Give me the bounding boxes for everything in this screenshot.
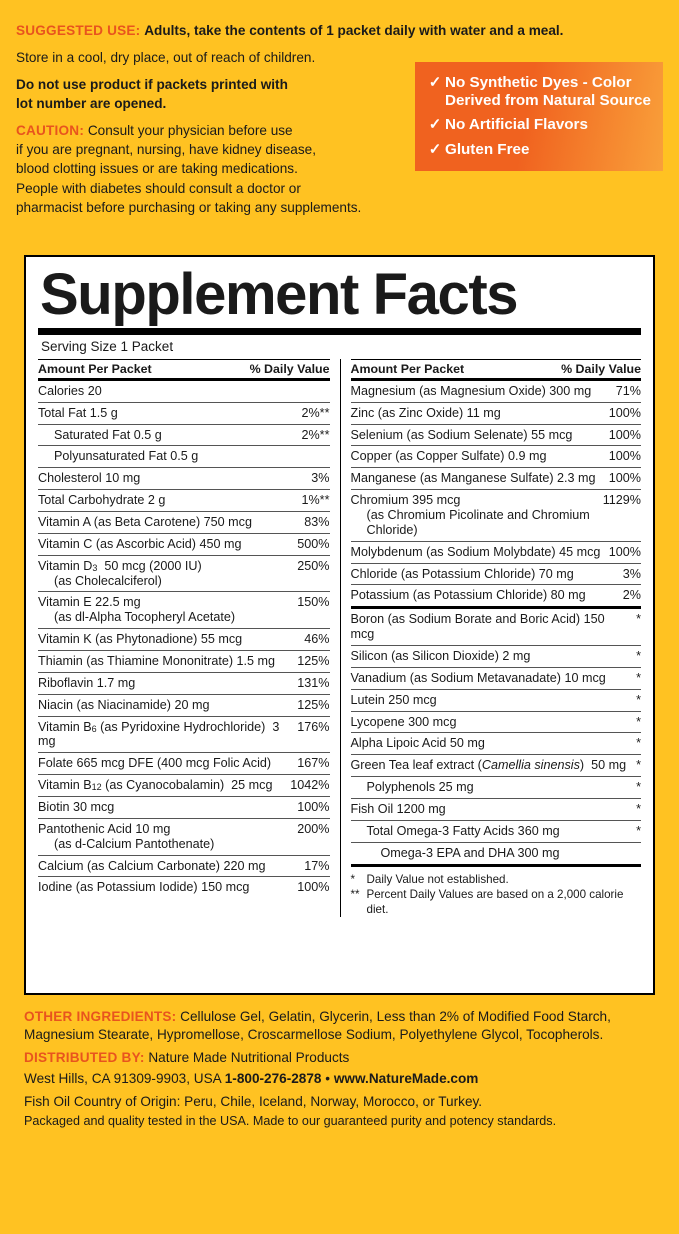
nutrient-name: Total Carbohydrate 2 g — [38, 493, 166, 508]
nutrient-dv: 125% — [297, 654, 330, 668]
suggested-use-label: SUGGESTED USE: — [16, 23, 141, 38]
nutrient-row — [38, 534, 330, 556]
supplement-facts-panel — [24, 255, 655, 995]
nutrient-name: Molybdenum (as Sodium Molybdate) 45 mcg — [350, 544, 601, 559]
do-not-use-line1: Do not use product if packets printed with — [16, 77, 288, 93]
footnote-text: Daily Value not established. — [366, 872, 509, 886]
check-icon: ✓ — [428, 140, 442, 158]
claim-label: Gluten Free — [445, 140, 530, 158]
suggested-use-line — [16, 22, 624, 40]
nutrient-name: Iodine (as Potassium Iodide) 150 mcg — [38, 880, 250, 895]
nutrient-dv: 3% — [311, 471, 330, 486]
nutrient-row — [351, 843, 642, 867]
nutrient-dv: 176% — [297, 719, 330, 734]
nutrient-name: Niacin (as Niacinamide) 20 mg — [38, 697, 210, 712]
nutrient-dv: * — [636, 612, 641, 627]
nutrient-dv: * — [636, 692, 641, 707]
nutrient-dv: 83% — [304, 514, 330, 529]
claim-item — [425, 116, 653, 134]
nutrient-column-right — [340, 359, 642, 917]
nutrient-name: Magnesium (as Magnesium Oxide) 300 mg — [350, 383, 592, 398]
nutrient-row — [38, 425, 330, 447]
nutrient-dv: 250% — [297, 558, 330, 573]
nutrient-name: Vitamin A (as Beta Carotene) 750 mcg — [38, 514, 252, 529]
nutrient-dv: * — [636, 649, 641, 663]
claims-box — [415, 62, 663, 171]
header-daily-value: % Daily Value — [249, 361, 330, 376]
nutrient-row — [351, 777, 642, 799]
nutrient-name: Fish Oil 1200 mg — [350, 802, 446, 817]
bottom-info — [24, 1008, 658, 1132]
nutrient-dv: * — [636, 670, 641, 685]
nutrient-name: Selenium (as Sodium Selenate) 55 mcg — [350, 427, 573, 442]
nutrient-dv: * — [636, 758, 641, 773]
nutrient-dv: * — [636, 823, 641, 838]
nutrient-dv: 2%** — [301, 405, 330, 420]
nutrient-dv: 2% — [622, 588, 641, 603]
nutrient-dv: 500% — [297, 536, 330, 551]
header-amount: Amount Per Packet — [38, 361, 152, 376]
do-not-use-line2: lot number are opened. — [16, 96, 167, 112]
nutrient-name: Silicon (as Silicon Dioxide) 2 mg — [350, 649, 531, 663]
footnote — [351, 887, 642, 917]
phone-number[interactable]: 1-800-276-2878 — [224, 1070, 322, 1086]
header-amount: Amount Per Packet — [350, 361, 465, 376]
nutrient-dv: 1129% — [602, 493, 641, 508]
packaged-text: Packaged and quality tested in the USA. Made to our guaranteed purity and potency standards. — [24, 1114, 557, 1129]
nutrient-name: Thiamin (as Thiamine Mononitrate) 1.5 mg — [38, 654, 276, 668]
nutrient-name — [38, 595, 241, 625]
nutrient-row — [351, 446, 642, 468]
nutrient-dv: 131% — [297, 675, 330, 690]
nutrient-dv: 100% — [608, 427, 641, 442]
nutrient-name-main: Vitamin E 22.5 mg — [38, 595, 141, 610]
footnote-text: Percent Daily Values are based on a 2,000 calorie diet. — [366, 887, 624, 916]
nutrient-dv: 100% — [608, 471, 641, 486]
supplement-facts-title: Supplement Facts — [40, 262, 518, 327]
nutrient-row — [351, 403, 642, 425]
nutrient-row — [38, 673, 330, 695]
nutrient-row — [38, 753, 330, 775]
nutrient-dv: 100% — [608, 544, 641, 559]
nutrient-name-main: Vitamin D3 50 mcg (2000 IU) — [38, 558, 202, 573]
nutrient-name: Potassium (as Potassium Chloride) 80 mg — [350, 588, 586, 603]
column-header — [351, 359, 642, 381]
nutrient-row — [351, 490, 642, 542]
header-daily-value: % Daily Value — [561, 361, 641, 376]
other-ingredients — [24, 1008, 658, 1044]
nutrient-name — [38, 822, 220, 852]
nutrient-row — [38, 695, 330, 717]
address-line — [24, 1070, 658, 1088]
distributed-by-label: DISTRIBUTED BY: — [24, 1050, 145, 1066]
origin-text: Fish Oil Country of Origin: Peru, Chile, Iceland, Norway, Morocco, or Turkey. — [24, 1093, 483, 1109]
suggested-use-text: Adults, take the contents of 1 packet daily with water and a meal. — [144, 23, 564, 38]
nutrient-name: Total Omega-3 Fatty Acids 360 mg — [366, 823, 560, 838]
column-header — [38, 359, 330, 381]
nutrient-row — [38, 381, 330, 403]
nutrient-row — [351, 821, 642, 843]
footnotes — [351, 872, 642, 917]
caution-line5: pharmacist before purchasing or taking any supplements. — [16, 199, 362, 215]
nutrient-row — [351, 585, 642, 609]
nutrient-subline: (as Cholecalciferol) — [54, 573, 162, 588]
nutrient-row — [38, 468, 330, 490]
nutrient-row — [38, 490, 330, 512]
nutrient-name: Chloride (as Potassium Chloride) 70 mg — [350, 566, 574, 581]
nutrient-name: Vitamin C (as Ascorbic Acid) 450 mg — [38, 536, 242, 551]
nutrient-name: Riboflavin 1.7 mg — [38, 675, 136, 690]
footnote-mark: * — [350, 872, 356, 886]
distributed-by-text: Nature Made Nutritional Products — [148, 1050, 350, 1066]
nutrient-name: Copper (as Copper Sulfate) 0.9 mg — [350, 449, 547, 464]
caution-line4: People with diabetes should consult a doctor or — [16, 180, 301, 196]
nutrient-row — [38, 446, 330, 468]
nutrient-name: Vitamin B6 (as Pyridoxine Hydrochloride) 3 mg — [38, 719, 280, 749]
nutrient-name: Biotin 30 mcg — [38, 800, 115, 815]
nutrient-row — [351, 712, 642, 734]
nutrient-name-main: Chromium 395 mcg — [350, 493, 461, 508]
nutrient-dv: 46% — [304, 632, 330, 647]
nutrient-dv: 17% — [304, 858, 330, 873]
separator-dot: • — [325, 1070, 331, 1086]
check-icon: ✓ — [428, 74, 442, 91]
nutrient-dv: 100% — [297, 800, 330, 815]
nutrient-row — [38, 856, 330, 878]
nutrient-row — [38, 775, 330, 797]
caution-line1 — [16, 122, 416, 140]
nutrient-column-left — [38, 359, 340, 917]
nutrient-name: Cholesterol 10 mg — [38, 471, 141, 486]
nutrient-dv: * — [636, 802, 641, 817]
nutrient-row — [38, 629, 330, 651]
nutrient-name-main: Pantothenic Acid 10 mg — [38, 821, 171, 836]
nutrient-name: Vitamin K (as Phytonadione) 55 mcg — [38, 632, 243, 647]
nutrient-row — [351, 799, 642, 821]
nutrient-row — [351, 690, 642, 712]
nutrient-subline: (as d-Calcium Pantothenate) — [54, 836, 215, 851]
nutrient-name: Vanadium (as Sodium Metavanadate) 10 mcg — [350, 670, 606, 685]
footnote-mark: ** — [350, 887, 360, 901]
nutrient-name: Boron (as Sodium Borate and Boric Acid) 150 mcg — [350, 612, 605, 642]
nutrient-name: Polyphenols 25 mg — [366, 780, 474, 795]
nutrient-row — [351, 425, 642, 447]
nutrient-name: Green Tea leaf extract (Camellia sinensis) 50 mg — [350, 758, 627, 773]
nutrient-row — [38, 592, 330, 629]
nutrient-row — [351, 733, 642, 755]
nutrient-dv: 100% — [608, 405, 641, 420]
nutrient-name: Total Fat 1.5 g — [38, 405, 118, 420]
address-text: West Hills, CA 91309-9903, USA — [24, 1070, 221, 1086]
other-ingredients-text: Cellulose Gel, Gelatin, Glycerin, Less than 2% of Modified Food Starch, Magnesium Stearate, Hypromellose, Croscarmellose Sodium, Polyethylene Glycol, Tocopherols. — [24, 1009, 611, 1043]
nutrient-row — [351, 668, 642, 690]
nutrient-dv: 100% — [608, 449, 641, 464]
nutrient-row — [351, 755, 642, 777]
distributed-by — [24, 1049, 658, 1067]
nutrient-row — [38, 556, 330, 593]
claim-label: No Artificial Flavors — [445, 116, 588, 134]
nutrient-row — [38, 403, 330, 425]
nutrient-dv: 167% — [297, 756, 330, 771]
nutrient-name: Folate 665 mcg DFE (400 mcg Folic Acid) — [38, 756, 272, 771]
nutrient-row — [351, 564, 642, 586]
nutrient-dv: * — [636, 714, 641, 729]
claim-label: No Synthetic Dyes - Color Derived from Natural Source — [445, 74, 651, 109]
nutrient-columns — [38, 359, 641, 917]
nutrient-dv: 1042% — [290, 778, 330, 793]
nutrient-name: Manganese (as Manganese Sulfate) 2.3 mg — [350, 471, 596, 486]
other-ingredients-label: OTHER INGREDIENTS: — [24, 1009, 177, 1024]
website-link[interactable]: www.NatureMade.com — [333, 1070, 479, 1086]
nutrient-dv: 125% — [297, 697, 330, 712]
nutrient-dv: 1%** — [301, 493, 330, 508]
nutrient-row — [38, 512, 330, 534]
nutrient-name: Calcium (as Calcium Carbonate) 220 mg — [38, 858, 266, 873]
nutrient-name: Alpha Lipoic Acid 50 mg — [350, 736, 485, 751]
nutrient-row — [351, 542, 642, 564]
nutrient-row — [351, 609, 642, 646]
caution-text: Consult your physician before use — [87, 123, 293, 139]
nutrient-name: Lycopene 300 mcg — [350, 714, 457, 729]
nutrient-dv: 3% — [622, 566, 641, 581]
nutrient-row — [38, 717, 330, 754]
nutrient-name: Calories 20 — [38, 383, 102, 398]
caution-line2: if you are pregnant, nursing, have kidney disease, — [16, 142, 317, 158]
nutrient-name: Vitamin B12 (as Cyanocobalamin) 25 mcg — [38, 778, 273, 793]
title-rule — [38, 328, 641, 335]
botanical-name: Camellia sinensis — [481, 758, 580, 773]
nutrient-name: Lutein 250 mcg — [350, 692, 437, 707]
nutrient-name: Saturated Fat 0.5 g — [54, 427, 162, 442]
nutrient-row — [38, 877, 330, 898]
nutrient-row — [38, 819, 330, 856]
nutrient-dv: 2%** — [301, 427, 330, 442]
claim-item — [425, 74, 653, 109]
check-icon: ✓ — [428, 116, 442, 134]
nutrient-row — [351, 468, 642, 490]
nutrient-name — [38, 559, 208, 589]
nutrient-row — [351, 381, 642, 403]
nutrient-dv: 100% — [297, 880, 330, 895]
storage-text: Store in a cool, dry place, out of reach of children. — [16, 50, 316, 66]
nutrient-dv: 200% — [297, 821, 330, 836]
nutrient-name: Polyunsaturated Fat 0.5 g — [54, 449, 199, 464]
serving-size: Serving Size 1 Packet — [41, 338, 174, 354]
nutrient-row — [351, 646, 642, 668]
caution-line3: blood clotting issues or are taking medications. — [16, 161, 298, 177]
nutrient-dv: 71% — [615, 383, 641, 398]
nutrient-dv: * — [636, 780, 641, 795]
nutrient-name: Omega-3 EPA and DHA 300 mg — [380, 845, 560, 860]
nutrient-name: Zinc (as Zinc Oxide) 11 mg — [350, 405, 501, 420]
nutrient-row — [38, 797, 330, 819]
claim-item — [425, 141, 653, 159]
nutrient-dv: 150% — [297, 595, 330, 610]
nutrient-subline: (as Chromium Picolinate and Chromium Chloride) — [366, 507, 590, 537]
nutrient-subline: (as dl-Alpha Tocopheryl Acetate) — [54, 610, 236, 625]
nutrient-dv: * — [636, 736, 641, 751]
nutrient-row — [38, 651, 330, 673]
footnote — [351, 872, 642, 887]
nutrient-name — [351, 493, 603, 538]
caution-label: CAUTION: — [16, 123, 85, 139]
